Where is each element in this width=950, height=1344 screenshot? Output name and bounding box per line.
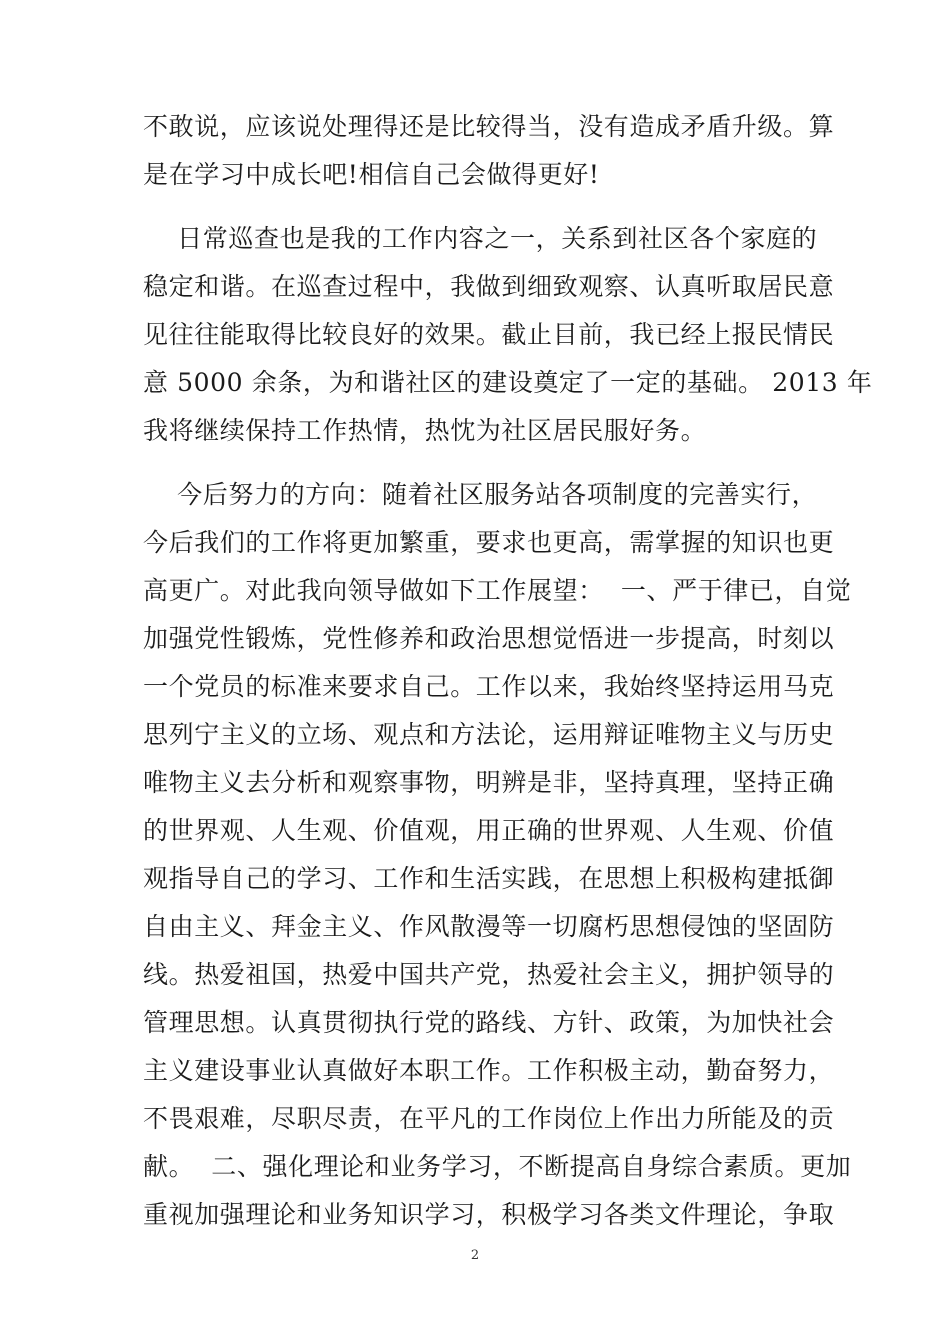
text-line: 自由主义、拜金主义、作风散漫等一切腐朽思想侵蚀的坚固防: [143, 912, 835, 941]
text-line: 观指导自己的学习、工作和生活实践，在思想上积极构建抵御: [143, 864, 835, 893]
text-line: 线。热爱祖国，热爱中国共产党，热爱社会主义，拥护领导的: [143, 960, 835, 989]
text-line: 一个党员的标准来要求自己。工作以来，我始终坚持运用马克: [143, 672, 835, 701]
text-line: 高更广。对此我向领导做如下工作展望： 一、严于律已，自觉: [143, 576, 852, 605]
text-line: 管理思想。认真贯彻执行党的路线、方针、政策，为加快社会: [143, 1008, 835, 1037]
text-line: 思列宁主义的立场、观点和方法论，运用辩证唯物主义与历史: [143, 720, 835, 749]
text-line: 稳定和谐。在巡查过程中，我做到细致观察、认真听取居民意: [143, 272, 835, 301]
text-line: 日常巡查也是我的工作内容之一，关系到社区各个家庭的: [143, 224, 818, 253]
text-line: 重视加强理论和业务知识学习，积极学习各类文件理论，争取: [143, 1200, 835, 1229]
paragraph-3: [143, 471, 852, 1239]
text-line: 唯物主义去分析和观察事物，明辨是非，坚持真理，坚持正确: [143, 768, 835, 797]
page-number: 2: [470, 1248, 480, 1263]
paragraph-1: [143, 103, 835, 199]
text-line: 不畏艰难，尽职尽责，在平凡的工作岗位上作出力所能及的贡: [143, 1104, 835, 1133]
text-line: 今后努力的方向：随着社区服务站各项制度的完善实行，: [143, 480, 818, 509]
text-line: 是在学习中成长吧!相信自己会做得更好!: [143, 160, 600, 189]
text-line: 献。 二、强化理论和业务学习，不断提高自身综合素质。更加: [143, 1152, 852, 1181]
text-line: 见往往能取得比较良好的效果。截止目前，我已经上报民情民: [143, 320, 835, 349]
text-line: 今后我们的工作将更加繁重，要求也更高，需掌握的知识也更: [143, 528, 835, 557]
text-line: 加强党性锻炼，党性修养和政治思想觉悟进一步提高，时刻以: [143, 624, 835, 653]
text-line: 主义建设事业认真做好本职工作。工作积极主动，勤奋努力，: [143, 1056, 835, 1085]
text-line: 的世界观、人生观、价值观，用正确的世界观、人生观、价值: [143, 816, 835, 845]
text-line: 不敢说，应该说处理得还是比较得当，没有造成矛盾升级。算: [143, 112, 835, 141]
paragraph-2: [143, 215, 873, 455]
text-line: 我将继续保持工作热情，热忱为社区居民服好务。: [143, 416, 707, 445]
text-line: 意 5000 余条，为和谐社区的建设奠定了一定的基础。 2013 年: [143, 368, 873, 397]
